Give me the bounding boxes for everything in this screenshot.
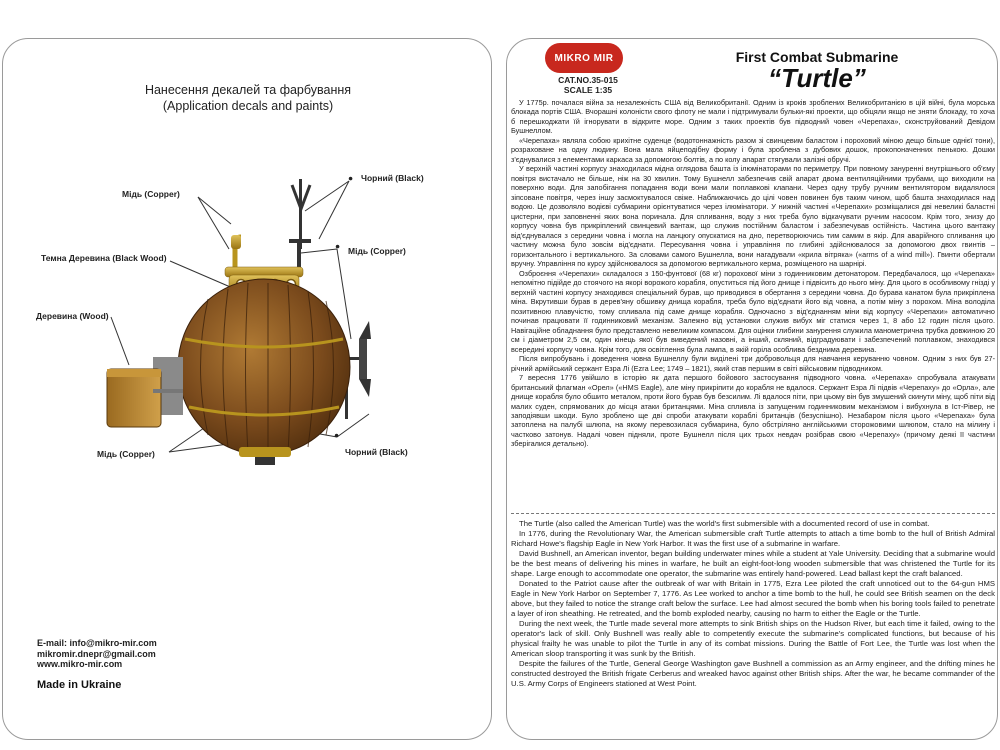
en-paragraph: During the next week, the Turtle made several more attempts to sink British ships on the Hudson River, but each time it failed, owing to the operator's lack of skill. Only Bushnell was really able to competently execute the submarine's complicated functions, but because of his physical frailty he was unable to pilot the Turtle in any of its combat missions. During the Battle of Fort Lee, the Turtle was lost when the American sloop transporting it was sunk by the British. [511, 619, 995, 658]
catalog-number: CAT.NO.35-015 [558, 75, 618, 85]
model-scale: SCALE 1:35 [563, 85, 613, 95]
contact-email-alt: mikromir.dnepr@gmail.com [37, 649, 156, 659]
subtitle: First Combat Submarine [735, 49, 899, 65]
ua-paragraph: 7 вересня 1776 увійшло в історію як дата першого бойового застосування підводного човна. «Черепаха» спробувала атакувати британський флагман «Орел» («HMS Eagle), але міну прикріпити до корабля не вдалося. Сержант Езра Лі підвів «Черепаху» до «Орла», але днище корабля було обшито металом, проти його бурав був безсилим. Лі вдалося піти, при цьому він був змушений скинути міну, щоб піти від малих суден, спрямованих до місця атаки британцями. Міна спливла із запущеним годинниковим механізмом і вибухнула в Іст-Рівер, не заподіявши шкоди. Було зроблено ще дві спроби атакувати кораблі британців (безуспішно). Незабаром після цього «Черепаха» була затоплена на палубі шлюпа, на якому перевозилася субмарина, було обстріляно англійськими сторожовими шлюпом, стало на мілину і частково затонув. Надалі човен підняли, проте Бушнелл після цих трьох невдач розібрав свою «Черепаху» (причому деякі її частини зберігалися детально). [511, 373, 995, 449]
mikro-mir-logo: MIKRO MIR [545, 43, 623, 73]
ua-paragraph: Після випробувань і доведення човна Бушнеллу були виділені три добровольця для навчання керуванню човном. Одним з них був 27-річний армійський сержант Езра Лі (Ezra Lee; 1749 – 1821), який став першим в світі військовим підводником. [511, 354, 995, 373]
made-in-label: Made in Ukraine [37, 679, 122, 691]
contact-website: www.mikro-mir.com [37, 659, 123, 669]
ua-paragraph: У 1775р. почалася війна за незалежність США від Великобританії. Одним із кроків зроблених Великобританією в цій війні, була морська блокада портів США. Вчорашні колоністи свого флоту не мали і підтримували бульки-які проекти, що обіцяли якщо не зняти блокаду, то хоча б перешкоджати їй ігнорувати в відкрите море. Одним з таких проектів був підводний човен «Черепаха», сконструйований Девідом Бушнеллом. [511, 98, 995, 136]
label-black-top: Чорний (Black) [361, 173, 424, 183]
ua-paragraph: У верхній частині корпусу знаходилася мідна оглядова башта із ілюмінаторами по периметру. При повному зануренні внутрішнього об'єму повітря вистачало не більше, ніж на 30 хвилин. Тому Бушнелл забезпечив свій апарат двома вентиляційними трубами, що виходили на поверхню води. Для запобігання попадання води вони мали поплавкові клапани. Через одну трубу ручним вентилятором видалялося зіпсоване повітря, через іншу засмоктувалося свіже. Наближаючись до цілі човен повинен був таким чином, щоб башта знаходилася над водою. Це дозволяло водієві субмарини орієнтуватися через ілюмінатори. У нижній частині «Черепахи» розміщалися дві невеликі баластні цистерни, при заповненні яких вона поринала. Для спливання, воду з них треба було відкачувати ручним насосом. Крім того, знизу до корпусу човна був прикріплений свинцевий вантаж, що служив постійним баластом і забезпечував остійність. Частина цього вантажу від'єднувалася з середини човна і могла на ланцюгу опускатися на дно, перетворюючись тим самим в якір. Для аварійного спливання цю частину можна було зовсім від'єднати. Пересування човна і управління по глибині здійснювалося за допомогою двох гвинтів – горизонтального і вертикального. За словами самого Бушнелла, вони нагадували «крила вітряка» («arms of a wind mill»). Гвинти обертали вручну. Управління по курсу здійснювалося за допомогою вертикального керма, розміщеного на шарнірі. [511, 164, 995, 269]
painting-guide-page [2, 38, 492, 740]
ua-paragraph: Озброєння «Черепахи» складалося з 150-фунтової (68 кг) порохової міни з годинниковим детонатором. Передбачалося, що «Черепаха» непомітно підійде до стоячого на якорі ворожого корабля, опуститься під його днище і підвісить до нього міну. Для цього в особливому гнізді у верхній частині корпусу знаходився спеціальний бурав, що приводився в обертання з середини човна. До бурава канатом була прикріплена міна. Вкрутивши бурав в дерев'яну обшивку днища корабля, треба було від'єднати його від човна, а потім міну з порохом. Міна володіла позитивною плавучістю, тому спливала під саме днище корабля. Одночасно з від'єднанням міни від корпусу «Черепахи» автоматично починав працювати її годинниковий механізм. Залежно від установки служив вибух міг статися через 1, 8 або 12 годин після цього. Навігаційне обладнання було представлено невеликим компасом. Для оцінки глибини занурення служила манометрична трубка довжиною 20 см і діаметром 2,5 см, один кінець якої був виведений назовні, а інший, скляний, відградуювати і забезпечений поплавком, знаходився всередині корпусу човна. Крім того, для освітлення була лампа, в якій горіла особлива безднима деревина. [511, 268, 995, 354]
label-dark-wood: Темна Деревина (Black Wood) [41, 253, 167, 263]
label-copper-top: Мідь (Copper) [122, 189, 180, 199]
section-divider [511, 513, 995, 514]
en-paragraph: Despite the failures of the Turtle, General George Washington gave Bushnell a commission as an Army engineer, and the drifting mines he constructed destroyed the British frigate Cerberus and wreaked havoc against other British ships. After the war, he became commander of the U.S. Army Corps of Engineers stationed at West Point. [511, 659, 995, 688]
icon-marker-black-top: ● [348, 173, 354, 183]
ukrainian-history-text [511, 98, 995, 449]
en-paragraph: The Turtle (also called the American Turtle) was the world's first submersible with a documented record of use in combat. [519, 519, 930, 528]
en-paragraph: David Bushnell, an American inventor, began building underwater mines while a student at Yale University. Deciding that a submarine would be the best means of delivering his mines in warfare, he built an eight-foot-long wooden submersible that was christened the Turtle for its shape. Large enough to accommodate one operator, the submarine was entirely hand-powered. Lead ballast kept the craft balanced. [511, 549, 995, 578]
icon-marker-black-bottom: ● [334, 430, 340, 440]
history-text-page [506, 38, 998, 740]
en-paragraph: In 1776, during the Revolutionary War, the American submersible craft Turtle attempts to attach a time bomb to the hull of British Admiral Richard Howe's flagship Eagle in New York Harbor. It was the first use of a submarine in warfare. [511, 529, 995, 548]
contact-email: E-mail: info@mikro-mir.com [37, 638, 157, 648]
label-copper-bottom: Мідь (Copper) [97, 449, 155, 459]
main-title: “Turtle” [768, 63, 866, 93]
ua-paragraph: «Черепаха» являла собою крихітне суденце (водотоннажність разом зі свинцевим баластом і пороховий міною дещо більше однієї тони), розраховане на одну людину. Вона мала яйцеподібну форму і була зроблена з дубових дошок, прокопоначенних пенькою. Дошки з'єднувалися з елементами каркаса за допомогою болтів, а по колу апарат стягували залізні обручі. [511, 135, 995, 164]
heading-ukrainian: Нанесення декалей та фарбування [144, 83, 352, 97]
label-wood: Деревина (Wood) [36, 311, 109, 321]
english-history-text [511, 519, 995, 689]
en-paragraph: Donated to the Patriot cause after the outbreak of war with Britain in 1775, Ezra Lee piloted the craft unnoticed out to the 64-gun HMS Eagle in New York Harbor on September 7, 1776. As Lee worked to anchor a time bomb to the hull, he could see British seamen on the deck above, but they failed to notice the strange craft below the surface. Lee had almost secured the bomb when his boring tools failed to penetrate a layer of iron sheathing. He retreated, and the bomb exploded nearby, causing no harm to either the Eagle or the Turtle. [511, 579, 995, 618]
icon-marker-copper-right: ● [335, 241, 341, 251]
heading-english: (Application decals and paints) [162, 99, 334, 113]
turtle-submarine-drawing [3, 39, 492, 740]
label-copper-right: Мідь (Copper) [348, 246, 406, 256]
label-black-bottom: Чорний (Black) [345, 447, 408, 457]
